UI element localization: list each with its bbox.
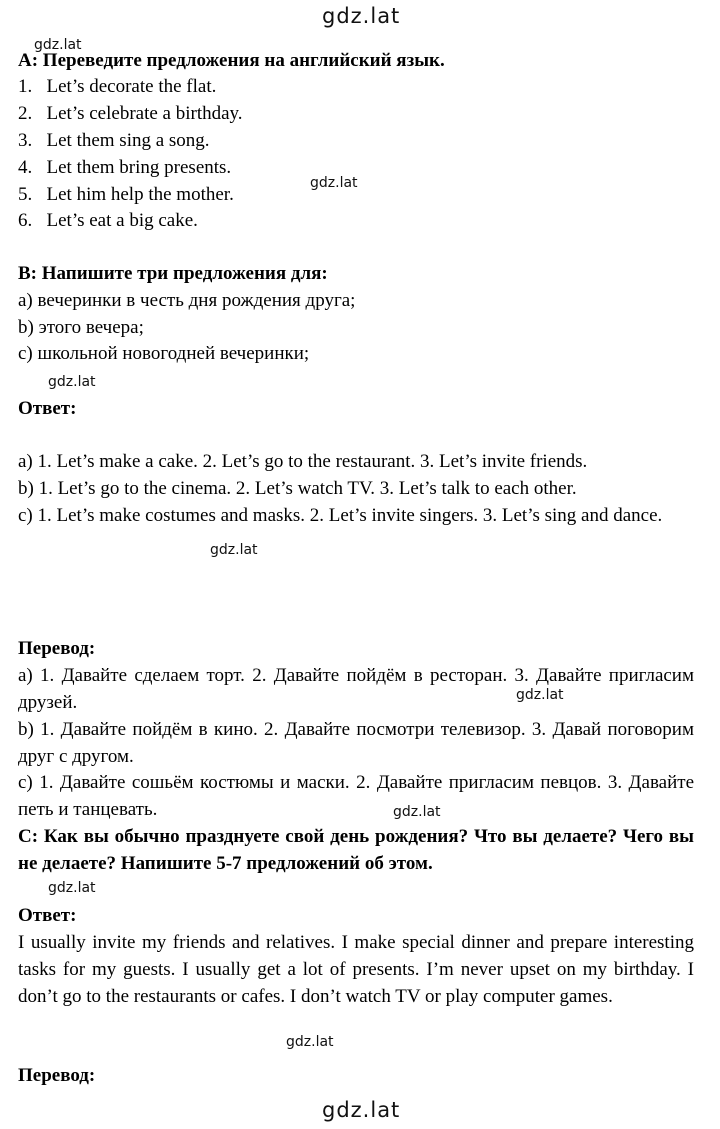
translation-a: a) 1. Давайте сделаем торт. 2. Давайте пойдём в ресторан. 3. Давайте пригласим друзей. (18, 665, 694, 713)
watermark: gdz.lat (393, 804, 441, 820)
list-item: a) вечеринки в честь дня рождения друга; (18, 290, 356, 311)
answer-b: b) 1. Let’s go to the cinema. 2. Let’s watch TV. 3. Let’s talk to each other. (18, 478, 577, 499)
section-a-heading: A: Переведите предложения на английский язык. (18, 50, 445, 71)
list-item: 1. Let’s decorate the flat. (18, 76, 217, 97)
list-item: 6. Let’s eat a big cake. (18, 210, 198, 231)
watermark: gdz.lat (286, 1034, 334, 1050)
list-item: b) этого вечера; (18, 317, 144, 338)
translation-label: Перевод: (18, 638, 96, 659)
watermark: gdz.lat (48, 880, 96, 896)
watermark: gdz.lat (516, 687, 564, 703)
list-item: c) школьной новогодней вечеринки; (18, 343, 310, 364)
section-c-heading: C: Как вы обычно празднуете свой день рождения? Что вы делаете? Чего вы не делаете? Напишите 5-7 предложений об этом. (18, 826, 694, 874)
watermark-top: gdz.lat (322, 4, 401, 28)
section-c-answer: I usually invite my friends and relatives. I make special dinner and prepare interesting tasks for my guests. I usually get a lot of presents. I’m never upset on my birthday. I don’t go to the restaurants or cafes. I don’t watch TV or play computer games. (18, 932, 694, 1007)
watermark: gdz.lat (48, 374, 96, 390)
list-item: 5. Let him help the mother. (18, 184, 234, 205)
translation-label: Перевод: (18, 1065, 96, 1086)
watermark-bottom: gdz.lat (322, 1098, 401, 1122)
watermark: gdz.lat (210, 542, 258, 558)
list-item: 2. Let’s celebrate a birthday. (18, 103, 243, 124)
watermark: gdz.lat (310, 175, 358, 191)
answer-label: Ответ: (18, 905, 77, 926)
translation-c: c) 1. Давайте сошьём костюмы и маски. 2. Давайте пригласим певцов. 3. Давайте петь и танцевать. (18, 772, 694, 820)
answer-c: c) 1. Let’s make costumes and masks. 2. Let’s invite singers. 3. Let’s sing and dance. (18, 505, 663, 526)
answer-a: a) 1. Let’s make a cake. 2. Let’s go to the restaurant. 3. Let’s invite friends. (18, 451, 588, 472)
translation-b: b) 1. Давайте пойдём в кино. 2. Давайте посмотри телевизор. 3. Давай поговорим друг с другом. (18, 719, 694, 767)
answer-label: Ответ: (18, 398, 77, 419)
section-b-heading: B: Напишите три предложения для: (18, 263, 328, 284)
list-item: 3. Let them sing a song. (18, 130, 210, 151)
list-item: 4. Let them bring presents. (18, 157, 232, 178)
watermark: gdz.lat (34, 37, 82, 53)
